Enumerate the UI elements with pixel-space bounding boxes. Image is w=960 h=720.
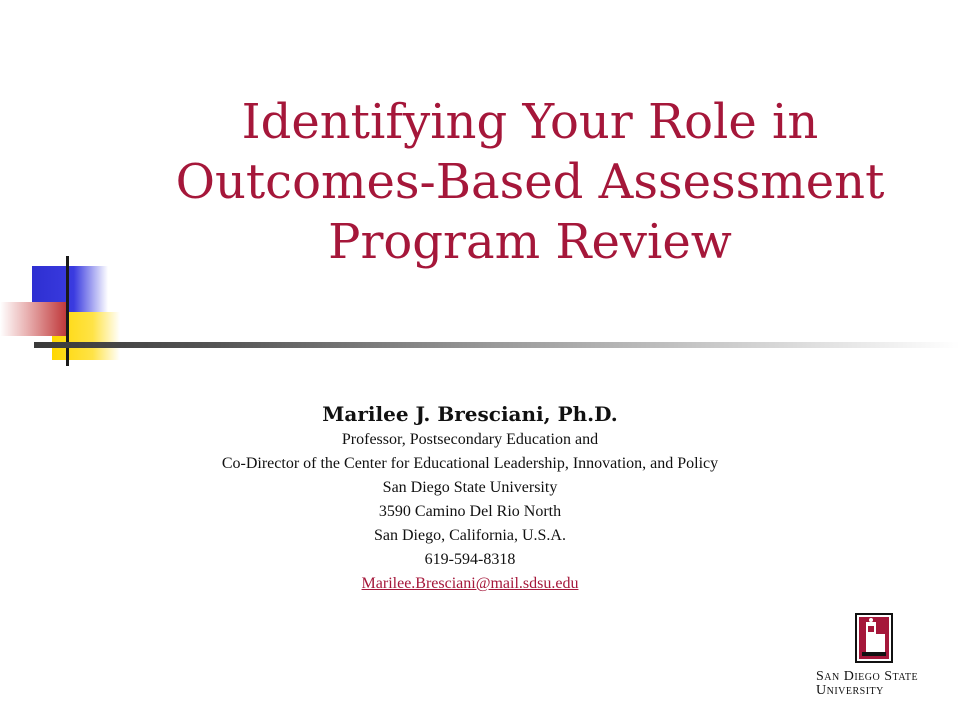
logo-text-line-1: San Diego State	[816, 669, 919, 684]
logo-text-line-2: University	[816, 683, 884, 698]
title-line-3: Program Review	[328, 214, 732, 270]
author-address-street: 3590 Camino Del Rio North	[378, 503, 562, 520]
slide-title	[100, 92, 960, 272]
author-phone: 619-594-8318	[424, 551, 516, 568]
decorative-horizontal-rule	[34, 342, 960, 348]
author-institution: San Diego State University	[382, 479, 558, 496]
author-role: Co-Director of the Center for Educational Leadership, Innovation, and Policy	[221, 455, 719, 472]
author-name: Marilee J. Bresciani, Ph.D.	[322, 402, 618, 426]
author-address-city: San Diego, California, U.S.A.	[374, 527, 566, 544]
title-line-2: Outcomes-Based Assessment	[175, 154, 885, 210]
sdsu-logo	[812, 612, 936, 702]
decorative-red-bar	[0, 302, 66, 336]
sdsu-seal-icon	[854, 612, 894, 664]
title-line-1: Identifying Your Role in	[241, 94, 819, 150]
author-email-link[interactable]: Marilee.Bresciani@mail.sdsu.edu	[361, 575, 579, 592]
author-block	[120, 400, 820, 596]
decorative-vertical-line	[66, 256, 69, 366]
author-position: Professor, Postsecondary Education and	[341, 431, 599, 448]
